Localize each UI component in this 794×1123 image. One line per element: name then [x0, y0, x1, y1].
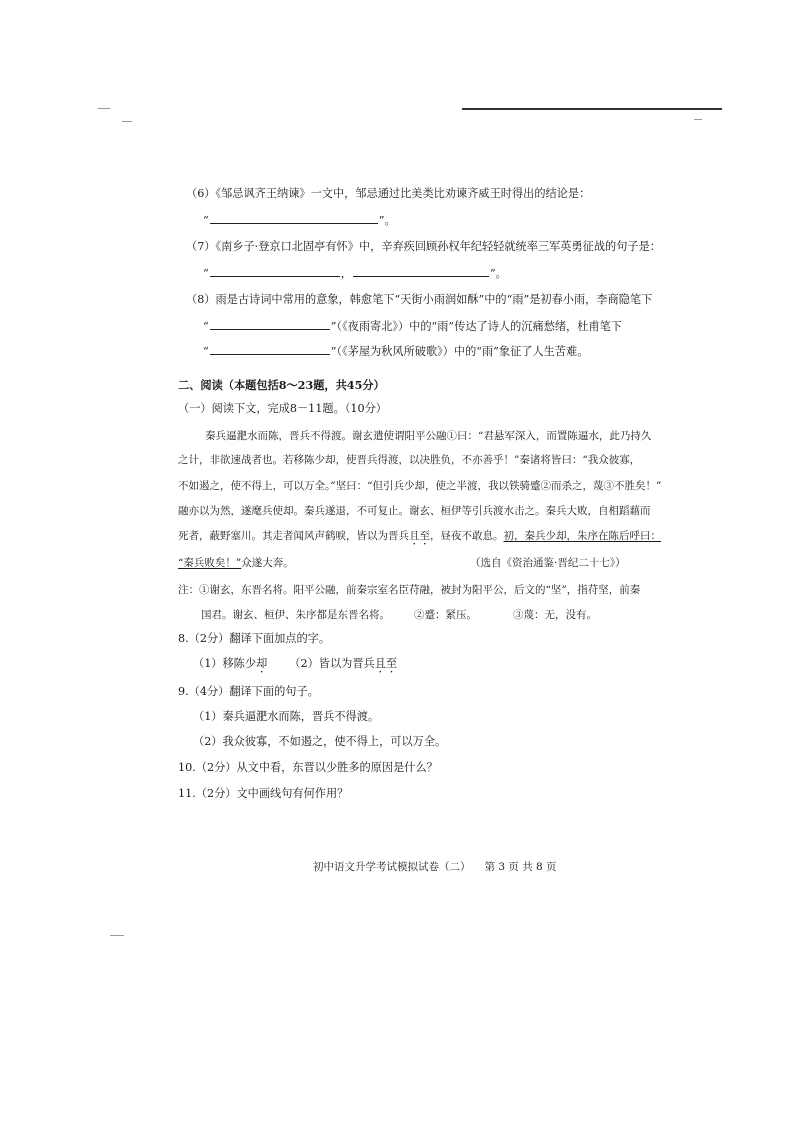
q8-fill-line-2: [203, 318, 622, 334]
scan-speck: [122, 121, 132, 122]
question-8-item-2: （2）皆以为晋兵: [289, 657, 375, 670]
q8-open-quote-2: “: [203, 345, 209, 358]
q7-blank-2[interactable]: [353, 265, 489, 277]
header-rule: [462, 108, 722, 110]
passage-text: 众遂大奔。: [241, 557, 294, 569]
q7-blank-1[interactable]: [210, 265, 340, 277]
dotted-char: 且: [374, 657, 386, 670]
q7-close-quote: ”。: [489, 267, 507, 280]
dotted-char: 却: [256, 657, 268, 670]
dotted-char: 且: [409, 530, 420, 542]
question-9-item-2: （2）我众彼寡，不如遏之，使不得上，可以万全。: [193, 735, 447, 748]
q6-open-quote: “: [203, 214, 209, 227]
passage-line-4: 融亦以为然，遂麾兵使却。秦兵遂退，不可复止。谢玄、桓伊等引兵渡水击之。秦兵大败，自相蹈藉而: [178, 505, 651, 517]
underlined-sentence: 初，秦兵少却，朱序在陈后呼曰：: [503, 530, 661, 542]
passage-line-1: 秦兵逼淝水而陈，晋兵不得渡。谢玄遣使谓阳平公融①曰：“君悬军深入，而置陈逼水，此乃持久: [205, 430, 652, 442]
section2-heading: 二、阅读（本题包括8～23题，共45分）: [178, 378, 385, 392]
q6-prompt: （6）《邹忌讽齐王纳谏》一文中，邹忌通过比美类比劝谏齐威王时得出的结论是：: [186, 187, 591, 200]
q8-fill-line-3: [203, 343, 588, 359]
scan-speck: [98, 108, 110, 109]
passage-line-5: [178, 529, 661, 543]
q8-line3-text: ”（《茅屋为秋风所破歌》）中的“雨”象征了人生苦难。: [330, 345, 589, 358]
question-11: 11.（2分）文中画线句有何作用？: [178, 787, 349, 800]
q8-open-quote: “: [203, 320, 209, 333]
passage-text: ，昼夜不敢息。: [430, 530, 504, 542]
footer-exam-title: 初中语文升学考试模拟试卷（二）: [313, 861, 471, 873]
question-10: 10.（2分）从文中看，东晋以少胜多的原因是什么？: [178, 761, 438, 774]
scan-speck: [110, 935, 124, 936]
notes-line-1: 注：①谢玄，东晋名将。阳平公融，前秦宗室名臣苻融，被封为阳平公，后文的“坚”，指苻坚，前秦: [178, 584, 641, 596]
question-8-items: [193, 657, 397, 671]
q6-close-quote: ”。: [378, 214, 396, 227]
notes-line-2: [201, 608, 597, 622]
page-footer: [313, 860, 557, 874]
dotted-char: 至: [385, 657, 398, 670]
underlined-sentence: “秦兵败矣！”: [178, 557, 242, 569]
q8-fill-prompt: （8）雨是古诗词中常用的意象，韩愈笔下“天街小雨润如酥”中的“雨”是初春小雨，李商隐笔下: [186, 293, 653, 306]
q8-line2-text: ”（《夜雨寄北》）中的“雨”传达了诗人的沉痛愁绪，杜甫笔下: [330, 320, 622, 333]
note-text: ②蹙：紧压。: [414, 609, 477, 621]
q7-prompt: （7）《南乡子·登京口北固亭有怀》中，辛弃疾回顾孙权年纪轻轻就统率三军英勇征战的句子是：: [186, 240, 661, 253]
question-8: 8.（2分）翻译下面加点的字。: [178, 632, 331, 645]
passage-line-3: 不如遏之，使不得上，可以万全。”坚曰：“但引兵少却，使之半渡，我以铁骑蹙②而杀之，蔑③不胜矣！”: [178, 480, 662, 492]
question-9-item-1: （1）秦兵逼淝水而陈，晋兵不得渡。: [193, 710, 380, 723]
q8-blank-2[interactable]: [210, 343, 330, 355]
question-9: 9.（4分）翻译下面的句子。: [178, 685, 319, 698]
scan-speck: [694, 119, 702, 120]
section2-subheading: （一）阅读下文，完成8－11题。（10分）: [178, 402, 387, 415]
q6-answer-line: [203, 212, 396, 228]
footer-page-number: 第 3 页 共 8 页: [484, 861, 557, 873]
q7-answer-line: [203, 265, 507, 281]
q7-comma: ，: [340, 267, 352, 280]
question-8-item-1: （1）移陈少: [193, 657, 257, 670]
q6-blank[interactable]: [210, 212, 378, 224]
q7-open-quote: “: [203, 267, 209, 280]
passage-line-2: 之计，非欲速战者也。若移陈少却，使晋兵得渡，以决胜负，不亦善乎！”秦诸将皆曰：“我众彼寡，: [178, 454, 641, 466]
q8-blank-1[interactable]: [210, 318, 330, 330]
passage-line-6: [178, 556, 294, 570]
passage-source: （选自《资治通鉴·晋纪二十七》）: [470, 557, 626, 569]
passage-text: 死者，蔽野塞川。其走者闻风声鹤唳，皆以为晋兵: [178, 530, 409, 542]
note-text: 国君。谢玄、桓伊、朱序都是东晋名将。: [201, 609, 390, 621]
dotted-char: 至: [419, 530, 430, 542]
note-text: ③蔑：无，没有。: [513, 609, 597, 621]
